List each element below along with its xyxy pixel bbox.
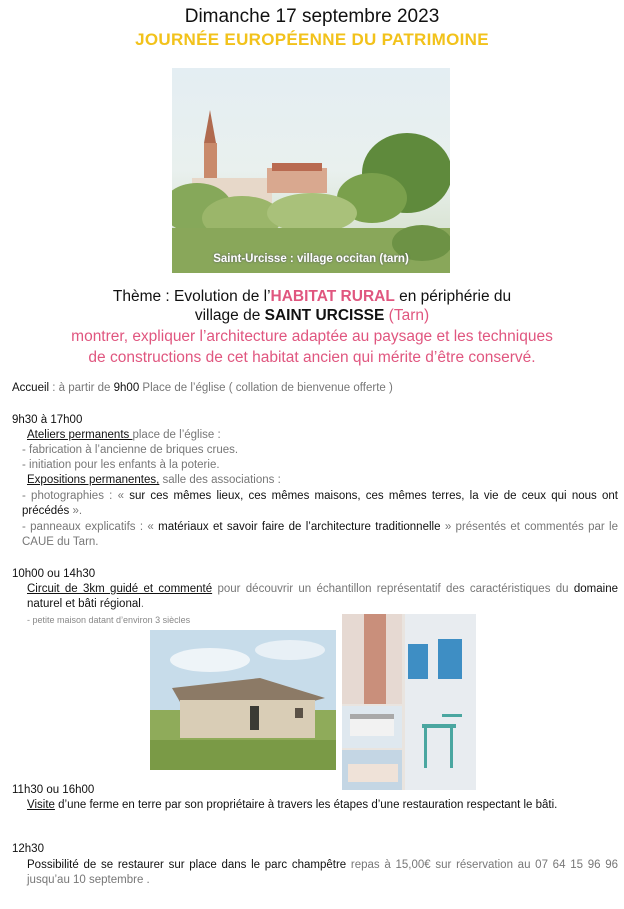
repas-line <box>27 858 618 888</box>
theme-text: en périphérie du <box>394 288 512 305</box>
accueil-label: Accueil <box>12 382 50 394</box>
time-slot: 11h30 ou 16h00 <box>12 784 95 796</box>
expo-panneaux <box>22 520 618 550</box>
expo-place: salle des associations : <box>159 474 281 486</box>
accueil-time: 9h00 <box>113 382 140 394</box>
expo-text: - photographies : « <box>22 490 130 502</box>
village-name: SAINT URCISSE <box>264 307 385 324</box>
circuit-text: pour découvrir un échantillon représentatif des caractéristiques du <box>212 583 574 595</box>
accueil-line <box>12 381 612 396</box>
ateliers-title: Ateliers permanents <box>27 429 133 441</box>
atelier-item: - fabrication à l’ancienne de briques crues. <box>22 444 239 456</box>
circuit-highlight: domaine naturel et bâti régional <box>27 583 619 610</box>
ateliers-place: place de l’église : <box>132 429 221 441</box>
atelier-item: - initiation pour les enfants à la poterie. <box>22 459 220 471</box>
repas-text: repas à 15,00€ sur réservation au 07 64 15 96 96 jusqu’au 10 septembre . <box>27 859 618 886</box>
old-house-illustration <box>150 630 336 770</box>
expo-photographies <box>22 489 618 519</box>
photo-note: - petite maison datant d’environ 3 siècles <box>27 615 191 625</box>
visite-line <box>27 798 618 813</box>
time-slot: 9h30 à 17h00 <box>12 414 83 426</box>
expo-line <box>27 473 617 488</box>
collage-illustration <box>342 614 476 790</box>
expo-quote: sur ces mêmes lieux, ces mêmes maisons, ces mêmes terres, la vie de ceux qui nous ont précédés <box>22 490 618 517</box>
village-illustration <box>172 68 450 273</box>
subtitle-line: de constructions de cet habitat ancien qui mérite d’être conservé. <box>88 349 536 366</box>
farm-collage <box>342 614 476 790</box>
event-title: JOURNÉE EUROPÉENNE DU PATRIMOINE <box>135 30 489 49</box>
department: (Tarn) <box>384 307 430 324</box>
visite-title: Visite <box>27 799 55 811</box>
circuit-text: . <box>140 598 145 610</box>
expo-title: Expositions permanentes, <box>27 474 160 486</box>
visite-text: d’une ferme en terre par son propriétaire à travers les étapes d’une restauration respectant le bâti. <box>54 799 558 811</box>
expo-text: ». <box>69 505 83 517</box>
circuit-line <box>27 582 618 612</box>
ateliers-line <box>27 428 617 443</box>
theme-subtitle <box>0 326 624 368</box>
repas-title: Possibilité de se restaurer sur place dans le parc champêtre <box>27 859 347 871</box>
subtitle-line: montrer, expliquer l’architecture adaptée au paysage et les techniques <box>71 328 553 345</box>
circuit-title: Circuit de 3km guidé et commenté <box>27 583 213 595</box>
time-slot: 12h30 <box>12 843 44 855</box>
accueil-text: Place de l’église ( collation de bienvenue offerte ) <box>139 382 393 394</box>
accueil-text: : à partir de <box>49 382 114 394</box>
expo-text: - panneaux explicatifs : « <box>22 521 159 533</box>
old-house-photo <box>150 630 336 770</box>
theme-text: village de <box>194 307 265 324</box>
expo-text: » présentés et commentés par le CAUE du Tarn. <box>22 521 619 548</box>
village-photo-caption: Saint-Urcisse : village occitan (tarn) <box>213 253 409 265</box>
village-photo <box>172 68 450 273</box>
event-date: Dimanche 17 septembre 2023 <box>184 6 440 27</box>
theme-highlight: HABITAT RURAL <box>270 288 395 305</box>
expo-quote: matériaux et savoir faire de l’architecture traditionnelle <box>158 521 441 533</box>
time-slot: 10h00 ou 14h30 <box>12 568 96 580</box>
theme-title <box>0 287 624 325</box>
theme-text: Thème : Evolution de l’ <box>112 288 271 305</box>
